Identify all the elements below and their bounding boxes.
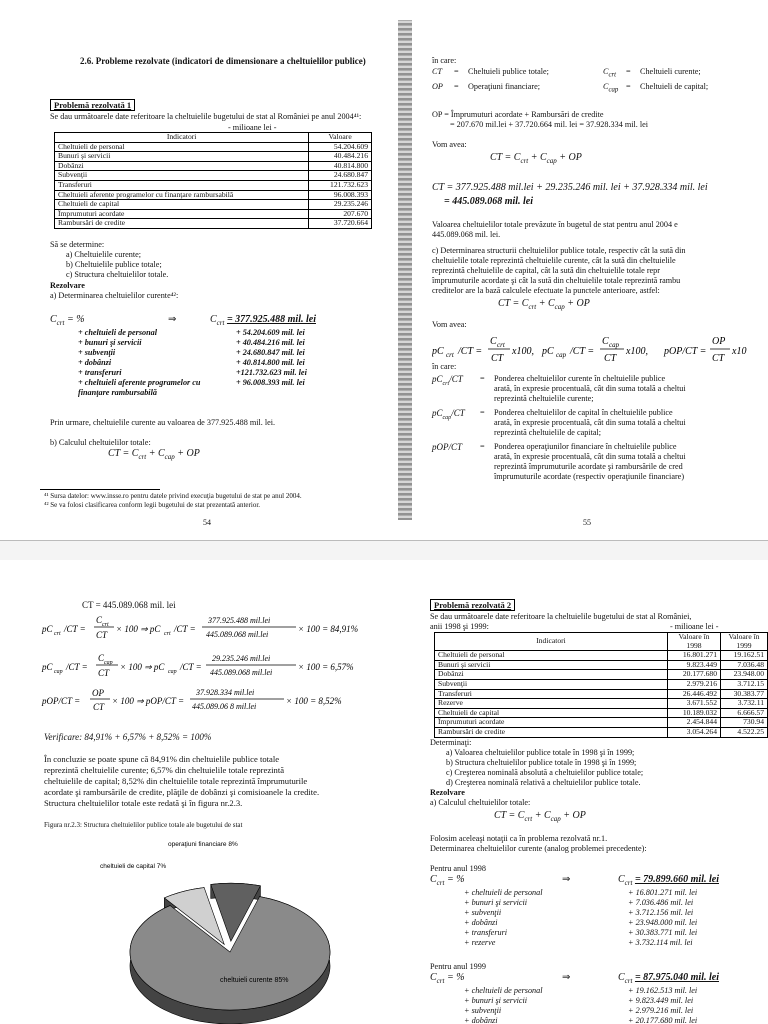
table-cell: Împrumuturi acordate <box>55 209 309 219</box>
svg-text:CT: CT <box>604 353 617 364</box>
sum-item-value: + 3.732.114 mil. lei <box>628 938 693 947</box>
svg-text:cap: cap <box>168 669 177 675</box>
table-cell: 6.666.57 <box>721 708 768 718</box>
def-text: reprezintă împrumuturile acordate şi rambursările de cred <box>494 462 683 471</box>
page-55 <box>398 0 768 540</box>
vom-avea: Vom avea: <box>432 320 467 329</box>
sum-item-value: + 54.204.609 mil. lei <box>236 328 305 337</box>
table-cell: Cheltuieli de personal <box>55 142 309 152</box>
paragraph-line: reprezintă cheltuielile curente; 6,57% din cheltuielile totale reprezintă <box>44 765 285 775</box>
page-56 <box>0 560 398 1024</box>
svg-text:/CT =: /CT = <box>570 346 595 357</box>
footnote-1: ⁴¹ Sursa datelor: www.insse.ro pentru datele privind execuţia bugetului de stat pe anul 2004. <box>44 492 302 500</box>
arrow: ⇒ <box>562 874 571 885</box>
sum-item-value: + 7.036.486 mil. lei <box>628 898 694 907</box>
solution-label: Rezolvare <box>50 281 85 290</box>
note: Determinarea cheltuielilor curente (analog problemei precedente): <box>430 844 647 853</box>
table-cell: Împrumuturi acordate <box>435 718 668 728</box>
pie-label-op: operaţiuni financiare 8% <box>168 841 238 848</box>
svg-text:pC: pC <box>542 346 554 357</box>
paragraph-line: acordate şi rambursările de credite, plăţile de dobânzi şi comisioanele la credite. <box>44 787 320 797</box>
sum-item-value: + 19.162.513 mil. lei <box>628 986 698 995</box>
table-cell: Rambursări de credite <box>55 219 309 229</box>
footnote-2: ⁴² Se va folosi clasificarea conform legii bugetului de stat prezentată anterior. <box>44 501 261 509</box>
sum-item-label: + dobânzi <box>464 918 498 927</box>
table-cell: Subvenţii <box>435 679 668 689</box>
table-cell: Transferuri <box>55 180 309 190</box>
ccrt-left: $C_{crt}$ = % <box>430 972 465 985</box>
paragraph-line: cheltuielile totale reprezintă cheltuielile curente, cât la sută din cheltuielile <box>432 256 676 265</box>
pie-chart <box>80 832 340 1024</box>
sum-item-label: + dobânzi <box>78 358 112 367</box>
def-ct: CT <box>432 67 443 76</box>
def-text: arată, în expresie procentuală, cât din suma totală a cheltui <box>494 384 686 393</box>
arrow: ⇒ <box>562 972 571 983</box>
svg-text:pOP/CT =: pOP/CT = <box>42 696 81 706</box>
table-cell: Cheltuieli aferente programelor cu finanţare rambursabilă <box>55 190 309 200</box>
paragraph-line: creditelor are la bază calculele efectuate la punctele anterioare, astfel: <box>432 286 660 295</box>
table-cell: 96.008.393 <box>309 190 372 200</box>
def-text: arată, în expresie procentuală, cât din suma totală a cheltui <box>494 452 686 461</box>
svg-text:crt: crt <box>102 622 109 628</box>
sum-item-value: +121.732.623 mil. lei <box>236 368 307 377</box>
table-row <box>435 689 768 699</box>
ratio-calculations <box>40 610 390 720</box>
svg-text:cap: cap <box>556 351 567 359</box>
eq-sign: = <box>454 67 459 76</box>
page-number: 55 <box>583 518 591 527</box>
determine-label: Determinaţi: <box>430 738 472 747</box>
table-cell: Subvenţii <box>55 171 309 181</box>
svg-text:C: C <box>98 653 105 663</box>
table-row <box>55 200 372 210</box>
r3-end: × 100 = 8,52% <box>286 696 342 706</box>
page-number: 54 <box>203 518 211 527</box>
page-divider <box>0 540 768 562</box>
table-cell: 3.054.264 <box>668 727 721 737</box>
table-row <box>55 180 372 190</box>
ratio-symbol: pOP/CT <box>432 442 463 452</box>
table-cell: 54.204.609 <box>309 142 372 152</box>
svg-text:C: C <box>490 336 497 347</box>
svg-text:C: C <box>602 336 609 347</box>
table-cell: 207.670 <box>309 209 372 219</box>
table-row <box>435 670 768 680</box>
table-cell: 2.454.844 <box>668 718 721 728</box>
table-cell: Cheltuieli de personal <box>435 651 668 661</box>
sum-item-value: + 30.383.771 mil. lei <box>628 928 698 937</box>
formula-ct: CT = $C_{crt} + C_{cap}$ + OP <box>490 152 582 165</box>
svg-text:OP: OP <box>712 336 726 347</box>
svg-text:CT: CT <box>96 630 108 640</box>
svg-text:crt: crt <box>54 631 61 637</box>
table-cell: 16.801.271 <box>668 651 721 661</box>
svg-text:OP: OP <box>92 688 104 698</box>
def-text: Cheltuieli de capital; <box>640 82 709 91</box>
pie-label-cap: cheltuieli de capital 7% <box>100 863 167 870</box>
paragraph-line: Structura cheltuielilor totale este redată şi în figura nr.2.3. <box>44 798 243 808</box>
table-cell: 9.823.449 <box>668 660 721 670</box>
sum-item-label: + bunuri şi servicii <box>464 996 528 1005</box>
sum-item-label: + cheltuieli aferente programelor cu <box>78 378 201 387</box>
r1-end: × 100 = 84,91% <box>298 624 359 634</box>
svg-text:x100,: x100, <box>626 346 648 357</box>
problem-intro: anii 1998 şi 1999: <box>430 622 489 631</box>
formula-ct: CT = $C_{crt} + C_{cap}$ + OP <box>494 810 586 823</box>
r3-den: 445.089.06 8 mil.lei <box>192 702 257 711</box>
determine-item: c) Structura cheltuielilor totale. <box>66 270 169 279</box>
table-cell: 30.383.77 <box>721 689 768 699</box>
ratio-symbol: $pC_{crt}/CT$ <box>432 374 463 387</box>
vom-avea: Vom avea: <box>432 140 467 149</box>
eq-sign: = <box>480 442 485 451</box>
table-row <box>435 718 768 728</box>
sum-item-value: + 24.680.847 mil. lei <box>236 348 305 357</box>
determine-item: c) Creşterea nominală absolută a cheltuielilor publice totale; <box>446 768 644 777</box>
svg-text:pC: pC <box>432 346 444 357</box>
unit-label: - milioane lei - <box>228 123 277 132</box>
sum-item-value: + 2.979.216 mil. lei <box>628 1006 694 1015</box>
sum-item-value: + 9.823.449 mil. lei <box>628 996 694 1005</box>
sum-item-label: + subvenţii <box>464 908 502 917</box>
paragraph-line: cheltuielile de capital; 8,52% din cheltuielile totale reprezintă împrumuturile <box>44 776 308 786</box>
determine-label: Să se determine: <box>50 240 105 249</box>
svg-text:x10: x10 <box>732 346 747 357</box>
conclusion: Prin urmare, cheltuielile curente au valoarea de 377.925.488 mil. lei. <box>50 418 276 427</box>
page-57 <box>398 560 768 1024</box>
r2-end: × 100 = 6,57% <box>298 662 354 672</box>
table-row <box>435 727 768 737</box>
svg-text:CT: CT <box>491 353 504 364</box>
valoarea-line: 445.089.068 mil. lei. <box>432 230 501 239</box>
svg-text:/CT =: /CT = <box>180 662 202 672</box>
ratio-symbol: $pC_{cap}/CT$ <box>432 408 465 421</box>
solution-label: Rezolvare <box>430 788 465 797</box>
step-a: a) Determinarea cheltuielilor curente⁴²: <box>50 291 179 300</box>
eq-sign: = <box>480 374 485 383</box>
paragraph-line: împrumuturile acordate şi cât la sută din cheltuielile totale reprezintă rambu <box>432 276 681 285</box>
svg-text:/CT =: /CT = <box>66 662 88 672</box>
table-cell: 40.484.216 <box>309 152 372 162</box>
svg-text:× 100 ⇒ pC: × 100 ⇒ pC <box>116 624 161 634</box>
def-text: Ponderea operaţiunilor financiare în cheltuielile publice <box>494 442 677 451</box>
sum-item-value: + 3.712.156 mil. lei <box>628 908 694 917</box>
svg-text:crt: crt <box>497 341 505 349</box>
sum-item-value: + 23.948.000 mil. lei <box>628 918 698 927</box>
eq-sign: = <box>626 82 631 91</box>
svg-text:CT: CT <box>93 702 105 712</box>
problem-label: Problemă rezolvată 1 <box>50 99 135 111</box>
table-cell: 121.732.623 <box>309 180 372 190</box>
svg-text:cap: cap <box>104 660 113 666</box>
eq-sign: = <box>626 67 631 76</box>
table-cell: Bunuri şi servicii <box>435 660 668 670</box>
table-cell: 3.671.552 <box>668 699 721 709</box>
table-cell: Dobânzi <box>435 670 668 680</box>
def-text: Cheltuieli publice totale; <box>468 67 549 76</box>
r1-den: 445.089.068 mil.lei <box>206 630 269 639</box>
footnote-rule <box>40 489 160 490</box>
svg-text:pOP/CT =: pOP/CT = <box>664 346 707 357</box>
table-cell: 4.522.25 <box>721 727 768 737</box>
sum-item-label: + dobânzi <box>464 1016 498 1024</box>
page-54 <box>0 0 398 540</box>
table-cell: 24.680.847 <box>309 171 372 181</box>
table-row <box>435 699 768 709</box>
table-cell: 730.94 <box>721 718 768 728</box>
def-text: Operaţiuni financiare; <box>468 82 541 91</box>
def-text: Ponderea cheltuielilor de capital în cheltuielile publice <box>494 408 673 417</box>
table-cell: 26.446.492 <box>668 689 721 699</box>
arrow: ⇒ <box>168 314 177 325</box>
svg-text:/CT =: /CT = <box>458 346 483 357</box>
data-table-2004: Indicatori Valoare Cheltuieli de personal 54.204.609 Bunuri şi servicii 40.484.216 Dobânzi 40.814.800 Subvenţii 24.680.847 Transferuri 121.732.623 Cheltuieli aferente programelor cu finanţare rambursabilă 96.008.393 Cheltuieli de capital 29.235.246 Împrumuturi acordate 207.670 Rambursări de credite 37.720.664 <box>54 132 372 229</box>
sum-item-label: + bunuri şi servicii <box>464 898 528 907</box>
table-row <box>55 219 372 229</box>
table-cell: 23.948.00 <box>721 670 768 680</box>
table-cell: 3.712.15 <box>721 679 768 689</box>
table-cell: Cheltuieli de capital <box>435 708 668 718</box>
table-row <box>55 161 372 171</box>
determine-item: d) Creşterea nominală relativă a cheltuielilor publice totale. <box>446 778 641 787</box>
ct-result: = 445.089.068 mil. lei <box>444 196 534 207</box>
table-cell: 37.720.664 <box>309 219 372 229</box>
svg-text:x100,: x100, <box>512 346 534 357</box>
binding-spine <box>398 20 412 520</box>
sum-item-label: + transferuri <box>464 928 508 937</box>
table-cell: 3.732.11 <box>721 699 768 709</box>
step-a: a) Calculul cheltuielilor totale: <box>430 798 531 807</box>
def-text: reprezintă cheltuielile de capital; <box>494 428 602 437</box>
year-1998: Pentru anul 1998 <box>430 864 486 873</box>
data-table-1998-1999: Indicatori Valoare în 1998 Valoare în 1999 Cheltuieli de personal 16.801.271 19.162.51 Bunuri şi servicii 9.823.449 7.036.48 Dobânzi 20.177.680 23.948.00 Subvenţii 2.979.216 3.712.15 Transferuri 26.446.492 30.383.77 Rezerve 3.671.552 3.732.11 Cheltuieli de capital 10.189.032 6.666.57 Împrumuturi acordate 2.454.844 730.94 Rambursări de credite 3.054.264 4.522.25 <box>434 632 768 738</box>
r2-num: 29.235.246 mil.lei <box>212 654 271 663</box>
table-row <box>435 660 768 670</box>
formula-ct: CT = $C_{crt} + C_{cap}$ + OP <box>498 298 590 311</box>
def-text: Ponderea cheltuielilor curente în cheltuielile publice <box>494 374 666 383</box>
section-title: 2.6. Probleme rezolvate (indicatori de dimensionare a cheltuielilor publice) <box>80 56 366 66</box>
problem-intro: Se dau următoarele date referitoare la cheltuielile bugetului de stat al României, <box>430 612 692 621</box>
determine-item: b) Cheltuielile publice totale; <box>66 260 162 269</box>
sum-item-label: + transferuri <box>78 368 122 377</box>
svg-text:cap: cap <box>54 669 63 675</box>
sum-item-value: + 16.801.271 mil. lei <box>628 888 698 897</box>
table-cell: Rambursări de credite <box>435 727 668 737</box>
ct-calc: CT = 377.925.488 mil.lei + 29.235.246 mil. lei + 37.928.334 mil. lei <box>432 182 708 193</box>
table-row <box>55 171 372 181</box>
ccrt-right: $C_{crt} = 377.925.488$ mil. lei <box>210 314 316 327</box>
sum-item-label: + subvenţii <box>78 348 116 357</box>
sum-item-value: + 40.814.800 mil. lei <box>236 358 305 367</box>
table-cell: 29.235.246 <box>309 200 372 210</box>
table-row <box>55 152 372 162</box>
table-cell: 10.189.032 <box>668 708 721 718</box>
eq-sign: = <box>454 82 459 91</box>
table-row <box>435 679 768 689</box>
r3-num: 37.928.334 mil.lei <box>196 688 255 697</box>
ccrt-left: $C_{crt}$ = % <box>430 874 465 887</box>
sum-item-label: + cheltuieli de personal <box>464 888 543 897</box>
figure-caption: Figura nr.2.3: Structura cheltuielilor publice totale ale bugetului de stat <box>44 821 243 829</box>
svg-text:crt: crt <box>446 351 454 359</box>
svg-text:× 100 ⇒ pC: × 100 ⇒ pC <box>120 662 165 672</box>
table-cell: Rezerve <box>435 699 668 709</box>
table-cell: Bunuri şi servicii <box>55 152 309 162</box>
in-care: în care: <box>432 362 457 371</box>
sum-item-value: + 96.008.393 mil. lei <box>236 378 305 387</box>
r1-num: 377.925.488 mil.lei <box>208 616 271 625</box>
def-text: reprezintă cheltuielile curente; <box>494 394 594 403</box>
table-cell: 2.979.216 <box>668 679 721 689</box>
sum-item-value: + 40.484.216 mil. lei <box>236 338 305 347</box>
problem-intro: Se dau următoarele date referitoare la cheltuielile bugetului de stat al României pe anul 2004⁴¹: <box>50 112 362 121</box>
ccrt-left: $C_{crt}$ = % <box>50 314 85 327</box>
step-b: b) Calculul cheltuielilor totale: <box>50 438 151 447</box>
def-text: arată, în expresie procentuală, cât din suma totală a cheltui <box>494 418 686 427</box>
sum-item-label: finanţare rambursabilă <box>78 388 157 397</box>
sum-item-label: + bunuri şi servicii <box>78 338 142 347</box>
op-def: OP = Împrumuturi acordate + Rambursări de credite <box>432 110 604 119</box>
op-calc: = 207.670 mil.lei + 37.720.664 mil. lei = 37.928.334 mil. lei <box>450 120 649 129</box>
table-row <box>435 651 768 661</box>
in-care: în care: <box>432 56 457 65</box>
table-cell: 19.162.51 <box>721 651 768 661</box>
svg-text:pC: pC <box>42 662 53 672</box>
table-cell: Transferuri <box>435 689 668 699</box>
determine-item: a) Cheltuielile curente; <box>66 250 142 259</box>
problem-label: Problemă rezolvată 2 <box>430 599 515 611</box>
table-cell: Cheltuieli de capital <box>55 200 309 210</box>
sum-item-label: + cheltuieli de personal <box>464 986 543 995</box>
table-cell: 20.177.680 <box>668 670 721 680</box>
def-op: OP <box>432 82 443 91</box>
sum-item-label: + subvenţii <box>464 1006 502 1015</box>
year-1999: Pentru anul 1999 <box>430 962 486 971</box>
ccrt-1999: $C_{crt} = 87.975.040$ mil. lei <box>618 972 719 985</box>
formula-ct: CT = $C_{crt} + C_{cap}$ + OP <box>108 448 200 461</box>
def-text: împrumuturile acordate (respectiv operaţiunile financiare) <box>494 472 685 481</box>
svg-text:CT: CT <box>712 353 725 364</box>
svg-text:C: C <box>96 615 103 625</box>
svg-text:/CT =: /CT = <box>174 624 196 634</box>
valoarea-line: Valoarea cheltuielilor totale prevăzute în bugetul de stat pentru anul 2004 e <box>432 220 678 229</box>
paragraph-line: reprezintă cheltuielile de capital, cât la sută din cheltuielile totale repr <box>432 266 661 275</box>
unit-label: - milioane lei - <box>670 622 719 631</box>
eq-sign: = <box>480 408 485 417</box>
table-cell: Dobânzi <box>55 161 309 171</box>
verificare: Verificare: 84,91% + 6,57% + 8,52% = 100% <box>44 732 212 742</box>
paragraph-line: În concluzie se poate spune că 84,91% din cheltuielile publice totale <box>44 754 280 764</box>
ccrt-1998: $C_{crt} = 79.899.660$ mil. lei <box>618 874 719 887</box>
svg-text:cap: cap <box>609 341 620 349</box>
note: Folosim aceleaşi notaţii ca în problema rezolvată nr.1. <box>430 834 608 843</box>
svg-text:pC: pC <box>42 624 53 634</box>
svg-text:× 100 ⇒ pOP/CT =: × 100 ⇒ pOP/CT = <box>112 696 185 706</box>
ct-line: CT = 445.089.068 mil. lei <box>82 600 176 610</box>
determine-item: a) Valoarea cheltuielilor publice totale în 1998 şi în 1999; <box>446 748 635 757</box>
svg-text:crt: crt <box>164 631 171 637</box>
paragraph-line: c) Determinarea structurii cheltuielilor publice totale, respectiv cât la sută din <box>432 246 686 255</box>
sum-item-label: + rezerve <box>464 938 496 947</box>
svg-text:CT: CT <box>98 668 110 678</box>
sum-item-label: + cheltuieli de personal <box>78 328 158 337</box>
sum-item-value: + 20.177.680 mil. lei <box>628 1016 698 1024</box>
ratio-formulas <box>432 330 768 370</box>
pie-label-crt: cheltuieli curente 85% <box>220 977 289 984</box>
table-cell: 7.036.48 <box>721 660 768 670</box>
table-cell: 40.814.800 <box>309 161 372 171</box>
determine-item: b) Structura cheltuielilor publice totale în 1998 şi în 1999; <box>446 758 637 767</box>
r2-den: 445.089.068 mil.lei <box>210 668 273 677</box>
def-ccrt: $C_{crt}$ <box>603 67 617 79</box>
def-ccap: $C_{cap}$ <box>603 82 619 94</box>
svg-text:/CT =: /CT = <box>64 624 86 634</box>
def-text: Cheltuieli curente; <box>640 67 701 76</box>
